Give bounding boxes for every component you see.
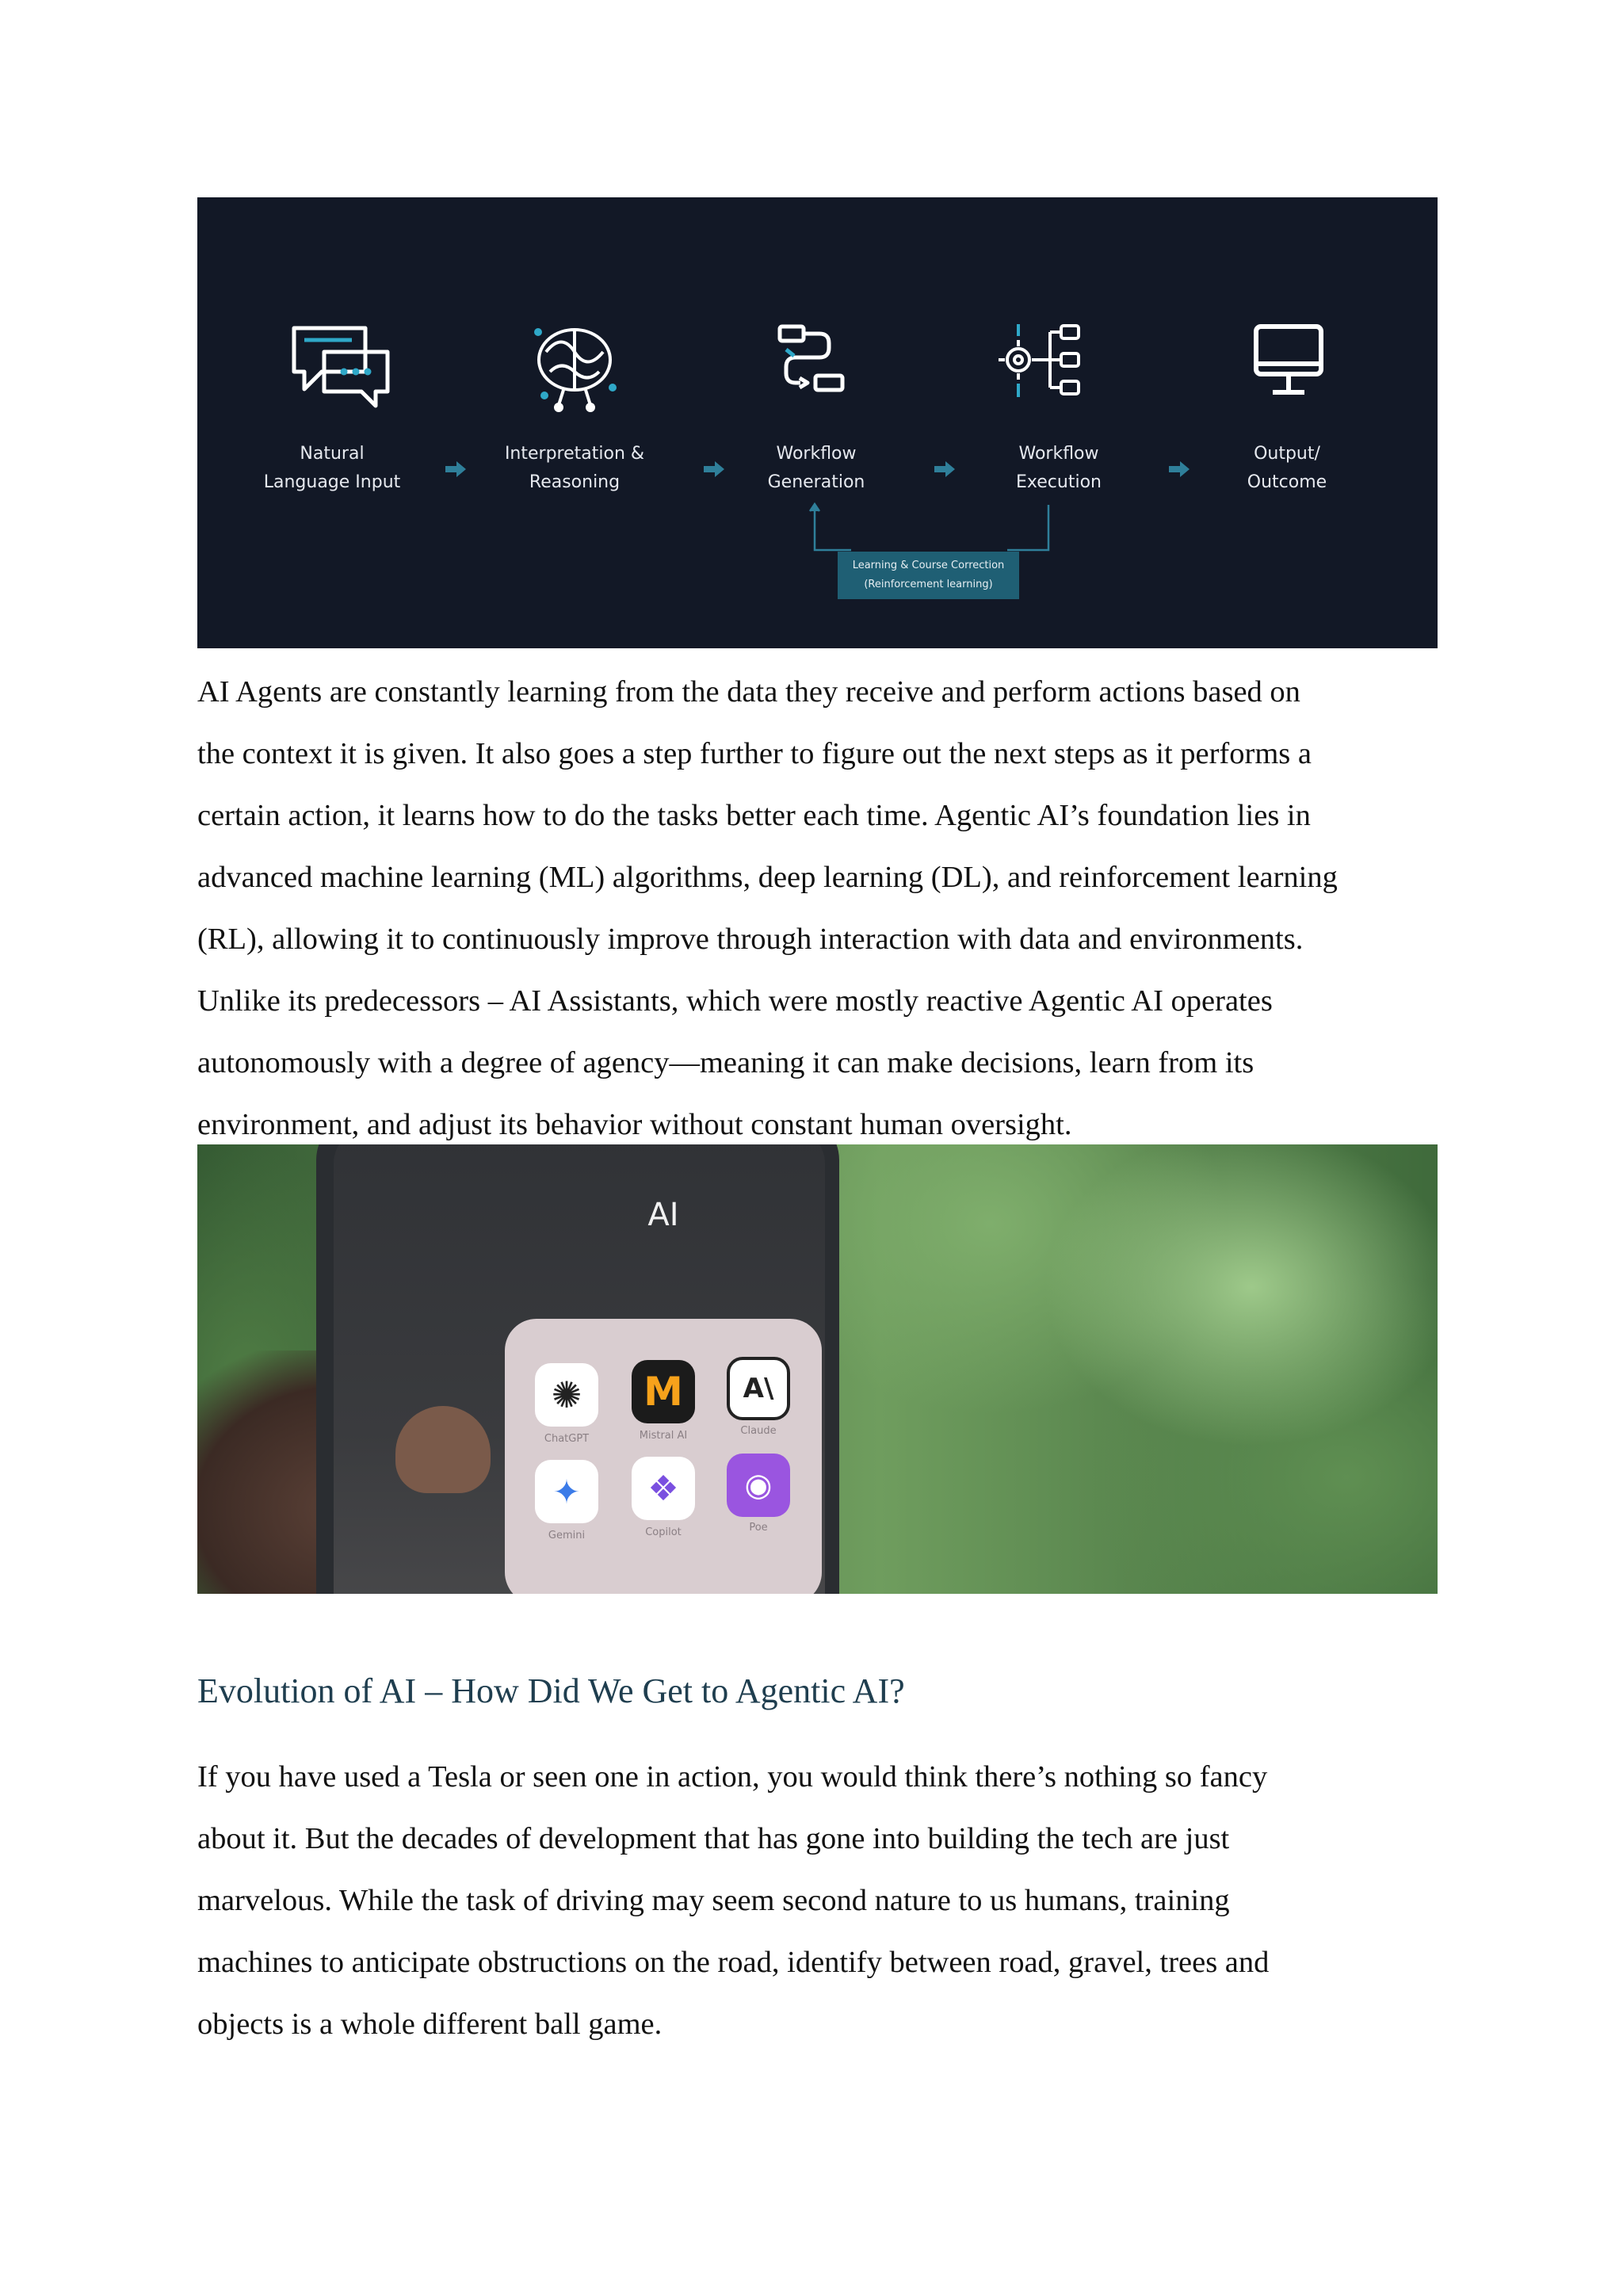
monitor-icon (1256, 327, 1321, 392)
workflow-branch-icon (780, 327, 842, 390)
app-folder (505, 1319, 822, 1594)
thumb-finger (395, 1406, 491, 1493)
app-label: Mistral AI (639, 1430, 688, 1442)
app-label: Poe (749, 1522, 768, 1534)
feedback-loop-title: Learning & Course Correction (852, 560, 1005, 571)
section-heading: Evolution of AI – How Did We Get to Agentic AI? (197, 1671, 905, 1710)
brain-network-icon (536, 330, 615, 411)
paragraph-line: marvelous. While the task of driving may seem second nature to us humans, training (197, 1884, 1230, 1917)
feedback-loop-lines (810, 504, 1048, 550)
step-label-interpretation-reasoning: Interpretation & Reasoning (504, 444, 645, 492)
paragraph-tesla-evolution (197, 1746, 1438, 2055)
paragraph-line: about it. But the decades of development that has gone into building the tech are just (197, 1822, 1230, 1855)
diagram-graphics (197, 197, 1438, 648)
app-label: Gemini (548, 1530, 586, 1541)
app-label: ChatGPT (544, 1433, 590, 1445)
folder-title: AI (647, 1197, 679, 1233)
paragraph-line: advanced machine learning (ML) algorithms, deep learning (DL), and reinforcement learning (197, 861, 1338, 894)
paragraph-line: AI Agents are constantly learning from the data they receive and perform actions based on (197, 675, 1300, 709)
copilot-icon: ❖ (632, 1457, 695, 1520)
step-label-workflow-execution: Workflow Execution (1016, 444, 1102, 492)
gear-hierarchy-icon (999, 324, 1079, 397)
arrow-icon (934, 461, 955, 477)
paragraph-line: objects is a whole different ball game. (197, 2008, 663, 2041)
chatgpt-icon: ✺ (535, 1363, 598, 1427)
app-label: Copilot (645, 1526, 682, 1538)
paragraph-line: certain action, it learns how to do the tasks better each time. Agentic AI’s foundation lies in (197, 799, 1311, 832)
step-label-output-outcome: Output/ Outcome (1247, 444, 1327, 492)
feedback-loop-box (838, 552, 1019, 599)
claude-icon: A\ (727, 1357, 790, 1420)
gemini-icon: ✦ (535, 1460, 598, 1523)
chat-bubbles-icon (294, 328, 388, 406)
paragraph-agentic-ai-learning (197, 661, 1438, 1156)
paragraph-line: If you have used a Tesla or seen one in action, you would think there’s nothing so fancy (197, 1760, 1268, 1794)
paragraph-line: the context it is given. It also goes a step further to figure out the next steps as it performs a (197, 737, 1312, 770)
poe-icon: ◉ (727, 1454, 790, 1517)
arrow-icon (445, 461, 466, 477)
feedback-loop-subtitle: (Reinforcement learning) (864, 579, 993, 590)
paragraph-line: autonomously with a degree of agency—meaning it can make decisions, learn from its (197, 1046, 1254, 1079)
arrow-icon (1169, 461, 1190, 477)
agentic-ai-workflow-diagram (197, 197, 1438, 648)
mistral-ai-icon: M (632, 1360, 695, 1423)
paragraph-line: machines to anticipate obstructions on the road, identify between road, gravel, trees and (197, 1946, 1270, 1979)
step-label-workflow-generation: Workflow Generation (767, 444, 865, 492)
paragraph-line: environment, and adjust its behavior without constant human oversight. (197, 1108, 1072, 1141)
step-label-natural-language-input: Natural Language Input (263, 444, 401, 492)
paragraph-line: (RL), allowing it to continuously improve through interaction with data and environments. (197, 923, 1304, 956)
paragraph-line: Unlike its predecessors – AI Assistants, which were mostly reactive Agentic AI operates (197, 984, 1273, 1018)
app-label: Claude (740, 1425, 777, 1437)
phone-ai-apps-photo (197, 1144, 1438, 1594)
